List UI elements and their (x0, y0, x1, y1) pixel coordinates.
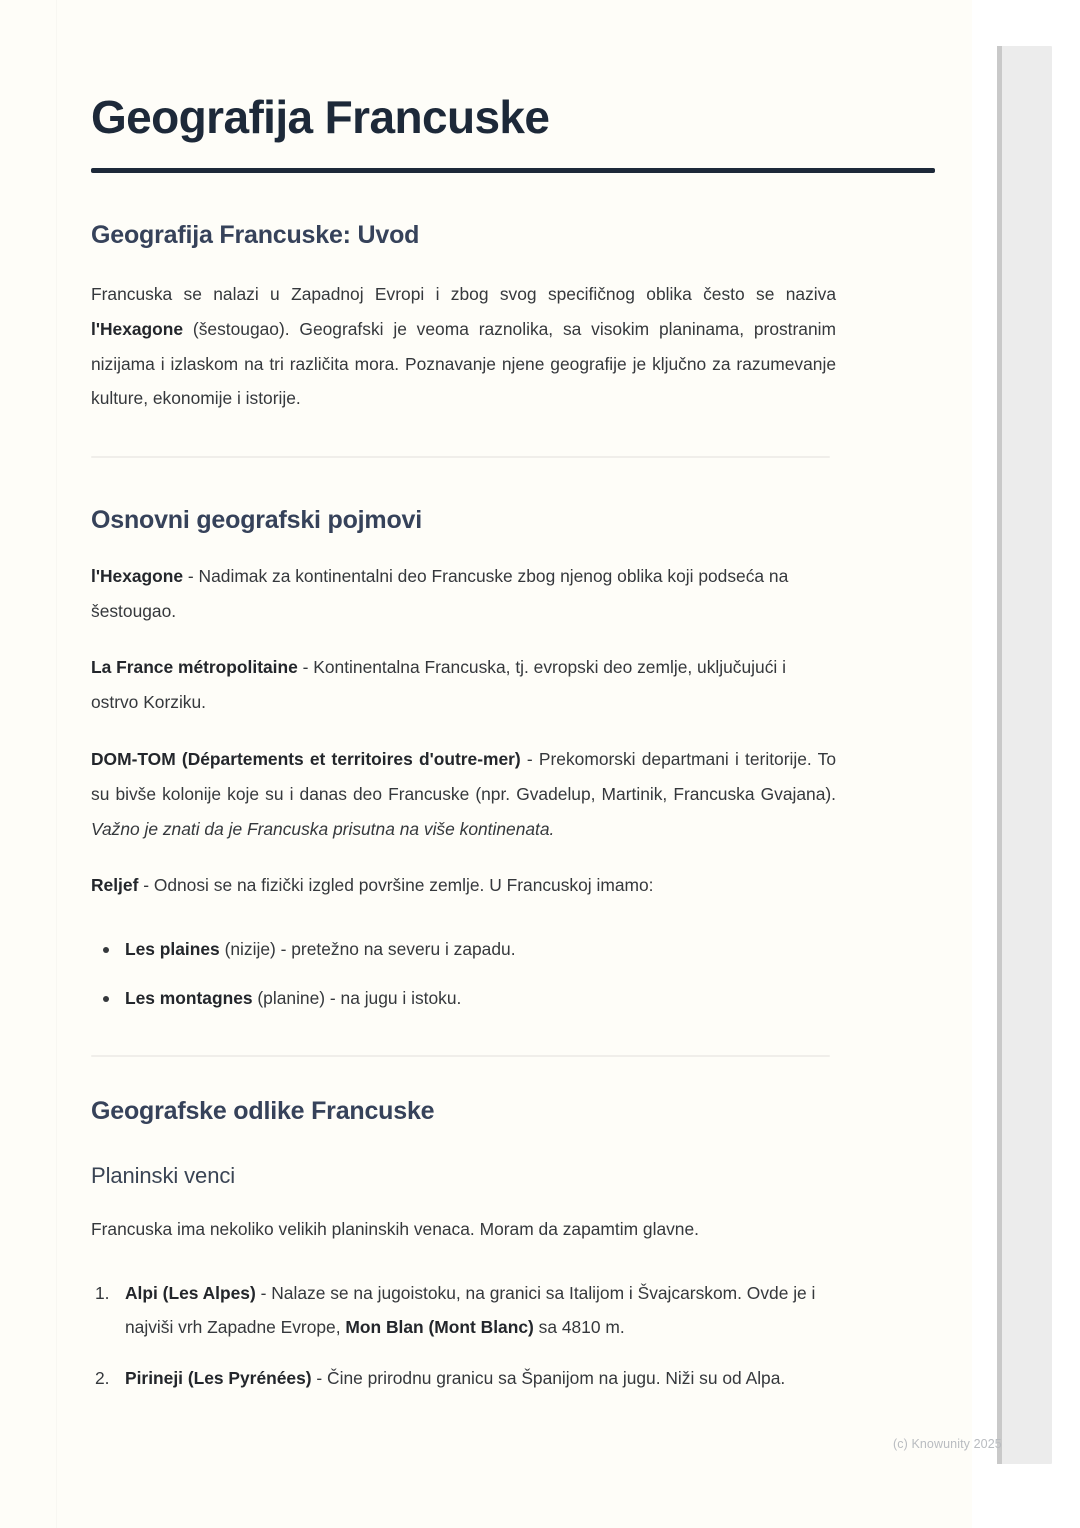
intro-text-part2: (šestougao). Geografski je veoma raznolika, sa visokim planinama, prostranim nizijama i izlaskom na tri različita mora. Poznavanje njene geografije je ključno za razumevanje kulture, ekonomije i istorije. (91, 318, 836, 409)
numbered-text-alpi-part2: sa 4810 m. (533, 1316, 625, 1337)
term-definition-domtom: - Prekomorski departmani i teritorije. To su bivše kolonije koje su i danas deo Francuske (npr. Gvadelup, Martinik, Francuska Gvajana). (91, 749, 836, 804)
scrollbar-thumb[interactable] (997, 46, 1002, 1464)
intro-bold-hexagone: l'Hexagone (91, 318, 184, 339)
term-label-domtom: DOM-TOM (Départements et territoires d'outre-mer) (91, 749, 521, 770)
list-item (91, 1259, 836, 1344)
page-seam-divider (56, 0, 57, 1528)
bullet-term-montagnes: Les montagnes (125, 988, 253, 1009)
subsection-heading-planinski-venci: Planinski venci (91, 1162, 236, 1188)
bullet-term-plaines: Les plaines (125, 939, 220, 960)
page-title: Geografija Francuske (91, 91, 550, 143)
scroll-gutter (972, 0, 1080, 1528)
list-item (91, 917, 836, 966)
intro-paragraph (91, 251, 836, 416)
intro-text-part1: Francuska se nalazi u Zapadnoj Evropi i zbog svog specifičnog oblika često se naziva (91, 284, 836, 305)
document-content (91, 0, 836, 1396)
scrollbar-track[interactable] (1000, 46, 1052, 1464)
reljef-bullet-list (91, 903, 836, 1015)
bullet-text-montagnes: (planine) - na jugu i istoku. (252, 988, 462, 1009)
section-heading-odlike: Geografske odlike Francuske (91, 1097, 435, 1126)
numbered-text-pirineji-part1: - Čine prirodnu granicu sa Španijom na jugu. Niži su od Alpa. (311, 1368, 786, 1389)
term-label-metropolitaine: La France métropolitaine (91, 657, 298, 678)
section-heading-pojmovi: Osnovni geografski pojmovi (91, 506, 422, 535)
section-heading-uvod: Geografija Francuske: Uvod (91, 220, 420, 249)
numbered-text-alpi-part1: - Nalaze se na jugoistoku, na granici sa Italijom i Švajcarskom. Ovde je i najviši vrh Zapadne Evrope, (125, 1283, 816, 1337)
term-label-reljef: Reljef (91, 875, 139, 896)
term-definition-metropolitaine: - Kontinentalna Francuska, tj. evropski deo zemlje, uključujući i ostrvo Korziku. (91, 657, 786, 713)
list-item (91, 966, 836, 1015)
list-item (91, 1344, 836, 1395)
bullet-text-plaines: (nizije) - pretežno na severu i zapadu. (219, 939, 516, 960)
numbered-bold-mont-blanc: Mon Blan (Mont Blanc) (345, 1316, 534, 1337)
term-definition-hexagone: - Nadimak za kontinentalni deo Francuske zbog njenog oblika koji podseća na šestougao. (91, 565, 789, 621)
term-label-hexagone: l'Hexagone (91, 565, 184, 586)
term-entry-metropolitaine (91, 628, 836, 720)
odlike-paragraph: Francuska ima nekoliko velikih planinskih venaca. Moram da zapamtim glavne. (91, 1219, 699, 1240)
numbered-term-alpi: Alpi (Les Alpes) (125, 1283, 256, 1304)
term-definition-reljef: - Odnosi se na fizički izgled površine zemlje. U Francuskoj imamo: (138, 875, 654, 896)
term-emphasis-domtom: Važno je znati da je Francuska prisutna na više kontinenata. (91, 818, 555, 839)
term-entry-domtom (91, 720, 836, 846)
planinski-venci-list (91, 1247, 836, 1395)
term-entry-reljef (91, 846, 836, 903)
numbered-term-pirineji: Pirineji (Les Pyrénées) (125, 1368, 312, 1389)
term-entry-hexagone (91, 537, 836, 629)
copyright-watermark: (c) Knowunity 2025 (893, 1437, 1002, 1451)
